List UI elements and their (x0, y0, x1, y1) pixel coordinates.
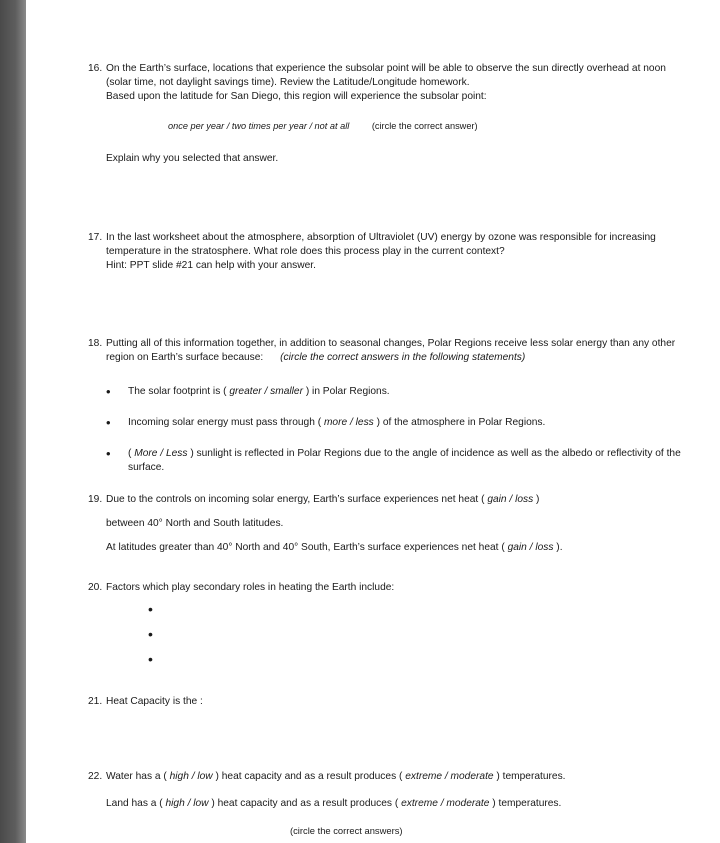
bullet-icon: • (106, 415, 111, 430)
choice-options: More / Less (134, 448, 188, 459)
bullet-icon: • (106, 384, 111, 399)
choice-options: high / low (169, 771, 213, 782)
options-text: once per year / two times per year / not at all (168, 121, 350, 131)
statement-text: At latitudes greater than 40° North and 40° South, Earth’s surface experiences net heat ( (106, 542, 505, 553)
instruction-note: (circle the correct answer) (371, 121, 478, 131)
question-20 (88, 581, 694, 595)
instruction-note: (circle the correct answers in the following statements) (280, 352, 526, 363)
choice-options: extreme / moderate (401, 798, 490, 809)
blank-bullet-icon: • (148, 626, 153, 642)
statement-text: ) temperatures. (496, 771, 566, 782)
choice-options: greater / smaller (229, 386, 303, 397)
question-number: 18. (88, 338, 103, 349)
hint-text: Hint: PPT slide #21 can help with your answer. (106, 260, 316, 271)
document-page (26, 0, 720, 843)
question-number: 22. (88, 771, 103, 782)
statement-line (106, 797, 694, 811)
question-number: 21. (88, 696, 103, 707)
statement-text: ( (128, 448, 132, 459)
viewer-left-edge (0, 0, 26, 843)
statement-text: ). (556, 542, 563, 553)
choice-options: more / less (323, 417, 374, 428)
bullet-item (106, 416, 690, 430)
question-21 (88, 695, 694, 709)
explain-prompt: Explain why you selected that answer. (106, 153, 279, 164)
question-text: On the Earth’s surface, locations that experience the subsolar point will be able to observe the sun directly overhead at noon (solar time, not daylight savings time). Review the Latitude/Longitude homework. (106, 63, 666, 88)
statement-text: ) heat capacity and as a result produces ( (215, 771, 403, 782)
statement-text: Land has a ( (106, 798, 163, 809)
statement-line (106, 541, 694, 555)
question-number: 16. (88, 63, 103, 74)
question-22 (88, 770, 694, 784)
blank-bullet-icon: • (148, 601, 153, 617)
statement-text: ) of the atmosphere in Polar Regions. (376, 417, 546, 428)
choice-options: extreme / moderate (405, 771, 494, 782)
statement-text: ) in Polar Regions. (305, 386, 390, 397)
question-text: Putting all of this information together, in addition to seasonal changes, Polar Regions receive less solar energy than any other region on Earth’s surface because: (106, 338, 676, 363)
statement-text: ) sunlight is reflected in Polar Regions due to the angle of incidence as well as the albedo or reflectivity of the surface. (128, 448, 681, 473)
question-16 (88, 62, 694, 104)
statement-text: ) heat capacity and as a result produces ( (211, 798, 399, 809)
question-text: Factors which play secondary roles in heating the Earth include: (106, 582, 395, 593)
choice-options: high / low (165, 798, 209, 809)
choice-options: gain / loss (507, 542, 554, 553)
question-text: In the last worksheet about the atmosphere, absorption of Ultraviolet (UV) energy by ozone was responsible for increasing temperature in the stratosphere. What role does this process play in the current context? (106, 232, 656, 257)
statement-text: ) (536, 494, 540, 505)
bullet-item (106, 385, 690, 399)
choice-options: gain / loss (487, 494, 534, 505)
blank-bullet-icon: • (148, 651, 153, 667)
statement-text: Due to the controls on incoming solar energy, Earth’s surface experiences net heat ( (106, 494, 485, 505)
question-number: 19. (88, 494, 103, 505)
instruction-note: (circle the correct answers) (290, 825, 403, 836)
bullet-item (106, 447, 690, 475)
statement-text: Water has a ( (106, 771, 167, 782)
statement-text: Incoming solar energy must pass through ( (128, 417, 322, 428)
question-17 (88, 231, 694, 273)
bullet-icon: • (106, 446, 111, 461)
answer-options (168, 121, 478, 131)
statement-text: The solar footprint is ( (128, 386, 227, 397)
question-19 (88, 493, 694, 507)
statement-text: ) temperatures. (492, 798, 562, 809)
question-text: Heat Capacity is the : (106, 696, 203, 707)
question-18 (88, 337, 694, 365)
question-text-2: Based upon the latitude for San Diego, this region will experience the subsolar point: (106, 91, 487, 102)
question-number: 20. (88, 582, 103, 593)
question-number: 17. (88, 232, 103, 243)
statement-line: between 40° North and South latitudes. (106, 518, 284, 529)
